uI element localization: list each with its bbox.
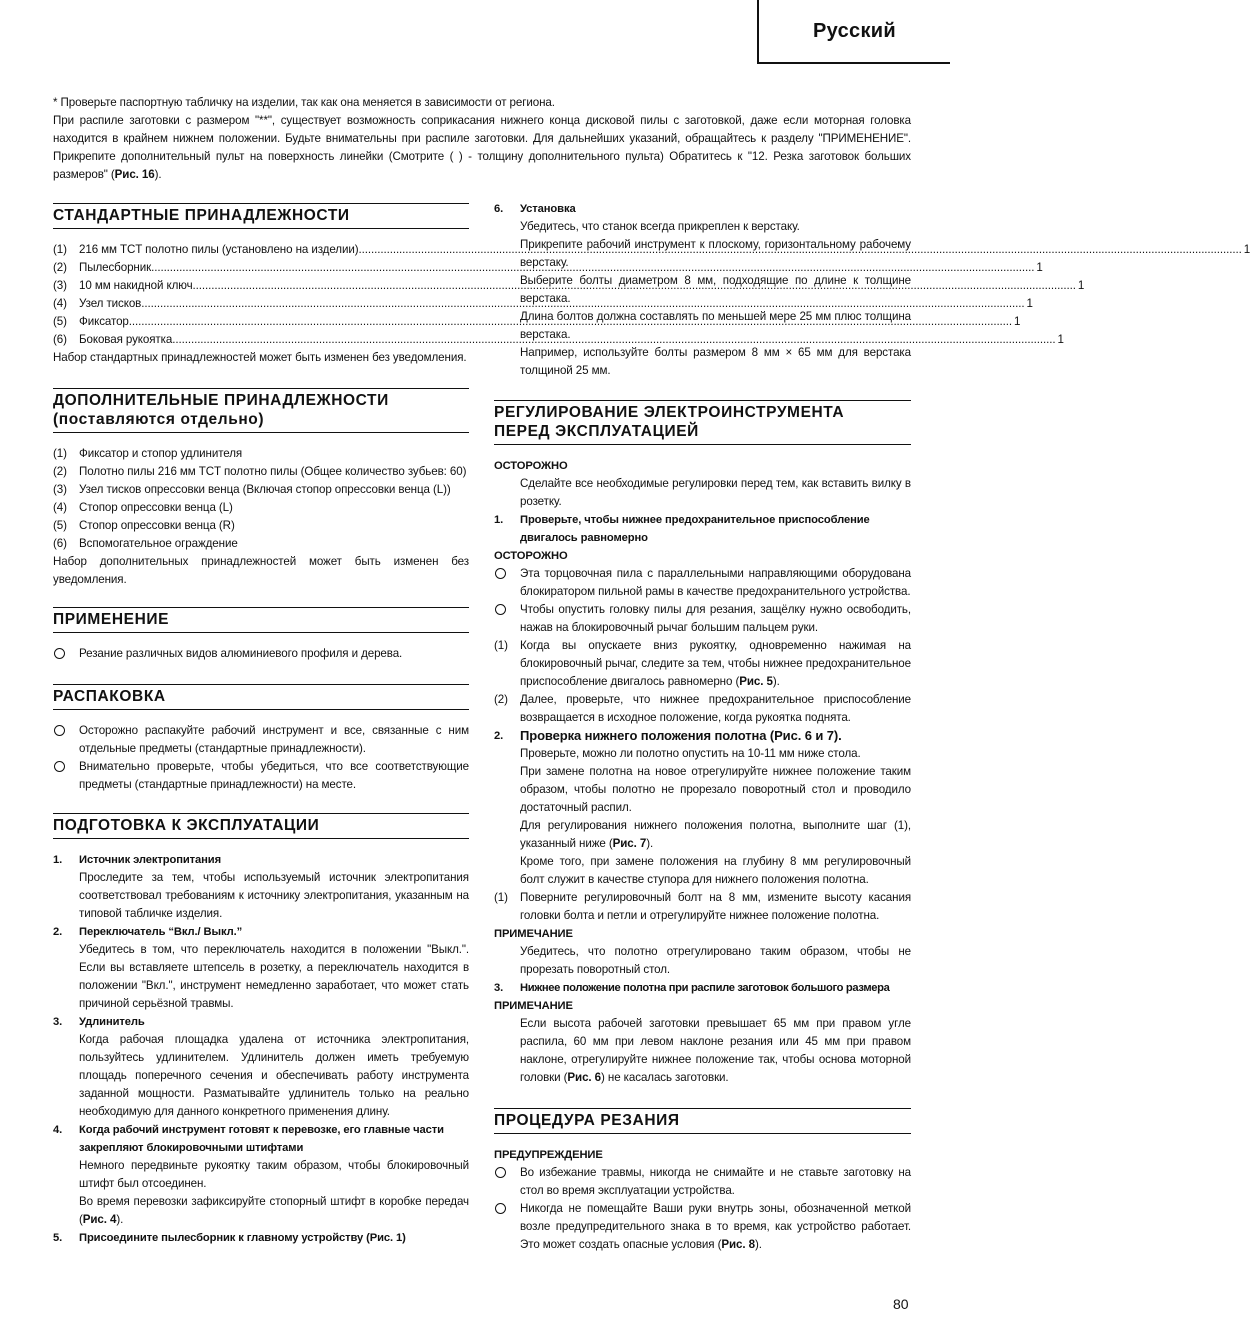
figure-ref: Рис. 16: [114, 168, 155, 181]
bullet-circle-icon: [495, 568, 506, 579]
section-title-unpacking: РАСПАКОВКА: [53, 684, 469, 710]
application-list: [53, 645, 469, 665]
list-item: (1) Когда вы опускаете вниз рукоятку, одновременно нажимая на блокировочный рычаг, следите за тем, чтобы нижнее предохранительное приспособление двигалось равномерно (Рис. 5).: [494, 639, 911, 688]
caution-list: [494, 565, 911, 727]
step-text: Когда рабочая площадка удалена от источника электропитания, пользуйтесь удлинителем. Удлинитель должен иметь требуемую площадь поперечного сечения и обеспечивать работу инструмента заданной мощности. Разматывайте удлинитель только на реально необходимую для данного конкретного применения длину.: [79, 1033, 469, 1118]
step-text: Кроме того, при замене положения на глубину 8 мм регулировочный болт служит в качестве ступора для нижнего положения полотна.: [520, 855, 911, 886]
warning-label: ПРЕДУПРЕЖДЕНИЕ: [494, 1149, 603, 1161]
step-text: Проследите за тем, чтобы используемый источник электропитания соответствовал требованиям к источнику электропитания, указанным на типовой табличке изделия.: [79, 871, 469, 920]
section-title-adjustment: РЕГУЛИРОВАНИЕ ЭЛЕКТРОИНСТРУМЕНТА ПЕРЕД ЭКСПЛУАТАЦИЕЙ: [494, 400, 911, 445]
bullet-circle-icon: [495, 604, 506, 615]
section-title-standard-accessories: СТАНДАРТНЫЕ ПРИНАДЛЕЖНОСТИ: [53, 203, 469, 229]
list-item: Внимательно проверьте, чтобы убедиться, что все соответствующие предметы (стандартные принадлежности) на месте.: [53, 758, 469, 794]
list-item: (3) 10 мм накидной ключ ..... 1: [53, 277, 469, 295]
step-heading: 3. Нижнее положение полотна при распиле заготовок большого размера: [494, 982, 890, 994]
figure-ref: Рис. 4: [82, 1213, 117, 1226]
adjustment-content: [494, 457, 911, 1087]
bullet-circle-icon: [495, 1167, 506, 1178]
figure-ref: Рис. 7: [612, 837, 647, 850]
preparation-steps: [53, 851, 469, 1247]
list-item: (1) Фиксатор и стопор удлинителя: [53, 447, 243, 460]
list-item: Во избежание травмы, никогда не снимайте и не ставьте заготовку на стол во время эксплуатации устройства.: [494, 1164, 911, 1200]
step-text: Во время перевозки зафиксируйте стопорный штифт в коробке передач (Рис. 4).: [79, 1195, 469, 1226]
step-heading: 1. Источник электропитания: [53, 854, 222, 866]
step-text: Например, используйте болты размером 8 мм × 65 мм для верстака толщиной 25 мм.: [520, 346, 911, 377]
note-text: Если высота рабочей заготовки превышает 65 мм при правом угле распила, 60 мм при левом наклоне резания или 45 мм при правом наклоне, отрегулируйте нижнее положение так, чтобы основа моторной головки (Рис. 6) не касалась заготовки.: [520, 1017, 911, 1084]
section-title-application: ПРИМЕНЕНИЕ: [53, 607, 469, 633]
step-text: Проверьте, можно ли полотно опустить на 10-11 мм ниже стола.: [520, 747, 861, 760]
step-text: Для регулирования нижнего положения полотна, выполните шаг (1), указанный ниже (Рис. 7).: [520, 819, 911, 850]
caution-label: ОСТОРОЖНО: [494, 460, 568, 472]
language-label: Русский: [813, 19, 896, 42]
list-item: Чтобы опустить головку пилы для резания, защёлку нужно освободить, нажав на блокировочный рычаг большим пальцем руки.: [494, 601, 911, 637]
list-item: (3) Узел тисков опрессовки венца (Включая стопор опрессовки венца (L)): [53, 483, 451, 496]
optional-accessories-list: [53, 445, 469, 553]
list-item: (4) Узел тисков ..... 1: [53, 295, 469, 313]
page-number: 80: [893, 1296, 909, 1312]
bullet-circle-icon: [54, 725, 65, 736]
list-item: (2) Полотно пилы 216 мм TCT полотно пилы (Общее количество зубьев: 60): [53, 465, 467, 478]
bullet-circle-icon: [54, 761, 65, 772]
figure-ref: Рис. 6: [567, 1071, 602, 1084]
list-item: (6) Вспомогательное ограждение: [53, 537, 238, 550]
step-text: При замене полотна на новое отрегулируйте нижнее положение таким образом, чтобы полотно не прорезало поворотный стол и проводило достаточный распил.: [520, 765, 911, 814]
caution-label: ОСТОРОЖНО: [494, 550, 568, 562]
optional-accessories-note: Набор дополнительных принадлежностей может быть изменен без уведомления.: [53, 555, 469, 586]
intro-notes: [53, 94, 911, 184]
unpacking-list: [53, 722, 469, 794]
step-text: Длина болтов должна составлять по меньшей мере 25 мм плюс толщина верстака.: [520, 310, 911, 341]
right-column: [494, 200, 911, 1254]
warning-list: [494, 1164, 911, 1254]
step-text: Немного передвиньте рукоятку таким образом, чтобы блокировочный штифт был отсоединен.: [79, 1159, 469, 1190]
section-title-preparation: ПОДГОТОВКА К ЭКСПЛУАТАЦИИ: [53, 813, 469, 839]
size-note: При распиле заготовки с размером "**", существует возможность соприкасания нижнего конца дисковой пилы с заготовкой, даже если моторная головка находится в крайнем нижнем положении. Будьте внимательны при распиле заготовки. Для дальнейших указаний, обращайтесь к разделу "ПРИМЕНЕНИЕ". Прикрепите дополнительный пульт на поверхность линейки (Смотрите ( ) - толщину дополнительного пульта) Обратитесь к "12. Резка заготовок больших размеров" (Рис. 16).: [53, 114, 911, 181]
step-text: Прикрепите рабочий инструмент к плоскому, горизонтальному рабочему верстаку.: [520, 238, 911, 269]
bullet-circle-icon: [54, 648, 65, 659]
step-text: Убедитесь, что станок всегда прикреплен к верстаку.: [520, 220, 800, 233]
step-heading: 1. Проверьте, чтобы нижнее предохранительное приспособление двигалось равномерно: [494, 514, 870, 544]
list-item: (2) Далее, проверьте, что нижнее предохранительное приспособление возвращается в исходное положение, когда рукоятка поднята.: [494, 693, 911, 724]
section-title-optional-accessories: ДОПОЛНИТЕЛЬНЫЕ ПРИНАДЛЕЖНОСТИ (поставляются отдельно): [53, 388, 469, 433]
cutting-content: [494, 1146, 911, 1254]
figure-ref: Рис. 5: [739, 675, 773, 688]
list-item: (2) Пылесборник ..... 1: [53, 259, 469, 277]
caution-text: Сделайте все необходимые регулировки перед тем, как вставить вилку в розетку.: [520, 477, 911, 508]
step-heading: 3. Удлинитель: [53, 1016, 145, 1028]
list-item: Резание различных видов алюминиевого профиля и дерева.: [53, 645, 469, 665]
step-text: Убедитесь в том, что переключатель находится в положении "Выкл.". Если вы вставляете штепсель в розетку, а переключатель находится в положении "Вкл.", инструмент немедленно заработает, что может стать причиной серьёзной травмы.: [79, 943, 469, 1010]
region-note: * Проверьте паспортную табличку на изделии, так как она меняется в зависимости от региона.: [53, 96, 555, 109]
list-item: (6) Боковая рукоятка ..... 1: [53, 331, 469, 349]
note-label: ПРИМЕЧАНИЕ: [494, 928, 573, 940]
list-item: Никогда не помещайте Ваши руки внутрь зоны, обозначенной меткой возле предупредительного знака в то время, как устройство работает. Это может создать опасные условия (Рис. 8).: [494, 1200, 911, 1254]
step-heading: 4. Когда рабочий инструмент готовят к перевозке, его главные части закрепляют блокировочными штифтами: [53, 1124, 444, 1154]
figure-ref: Рис. 8: [721, 1238, 755, 1251]
list-item: (5) Стопор опрессовки венца (R): [53, 519, 235, 532]
language-tab: [757, 0, 950, 64]
bullet-circle-icon: [495, 1203, 506, 1214]
installation-step: [494, 200, 911, 380]
section-title-cutting: ПРОЦЕДУРА РЕЗАНИЯ: [494, 1108, 911, 1134]
note-text: Убедитесь, что полотно отрегулировано таким образом, чтобы не прорезать поворотный стол.: [520, 945, 911, 976]
standard-accessories-note: Набор стандартных принадлежностей может быть изменен без уведомления.: [53, 351, 467, 364]
step-heading: 2. Проверка нижнего положения полотна (Рис. 6 и 7).: [494, 728, 842, 743]
adjust-substeps: [494, 889, 911, 925]
step-heading: 6. Установка: [494, 203, 576, 215]
list-item: (1) Поверните регулировочный болт на 8 мм, измените высоту касания головки болта и петли и отрегулируйте нижнее положение полотна.: [494, 891, 911, 922]
list-item: (5) Фиксатор ..... 1: [53, 313, 469, 331]
list-item: Эта торцовочная пила с параллельными направляющими оборудована блокиратором пильной рамы в качестве предохранительного устройства.: [494, 565, 911, 601]
step-heading: 5. Присоедините пылесборник к главному устройству (Рис. 1): [53, 1232, 406, 1244]
note-label: ПРИМЕЧАНИЕ: [494, 1000, 573, 1012]
list-item: Осторожно распакуйте рабочий инструмент и все, связанные с ним отдельные предметы (стандартные принадлежности).: [53, 722, 469, 758]
list-item: (4) Стопор опрессовки венца (L): [53, 501, 233, 514]
step-text: Выберите болты диаметром 8 мм, подходящие по длине к толщине верстака.: [520, 274, 911, 305]
step-heading: 2. Переключатель “Вкл./ Выкл.”: [53, 926, 243, 938]
list-item: (1) 216 мм TCT полотно пилы (установлено на изделии) ..... 1: [53, 241, 469, 259]
